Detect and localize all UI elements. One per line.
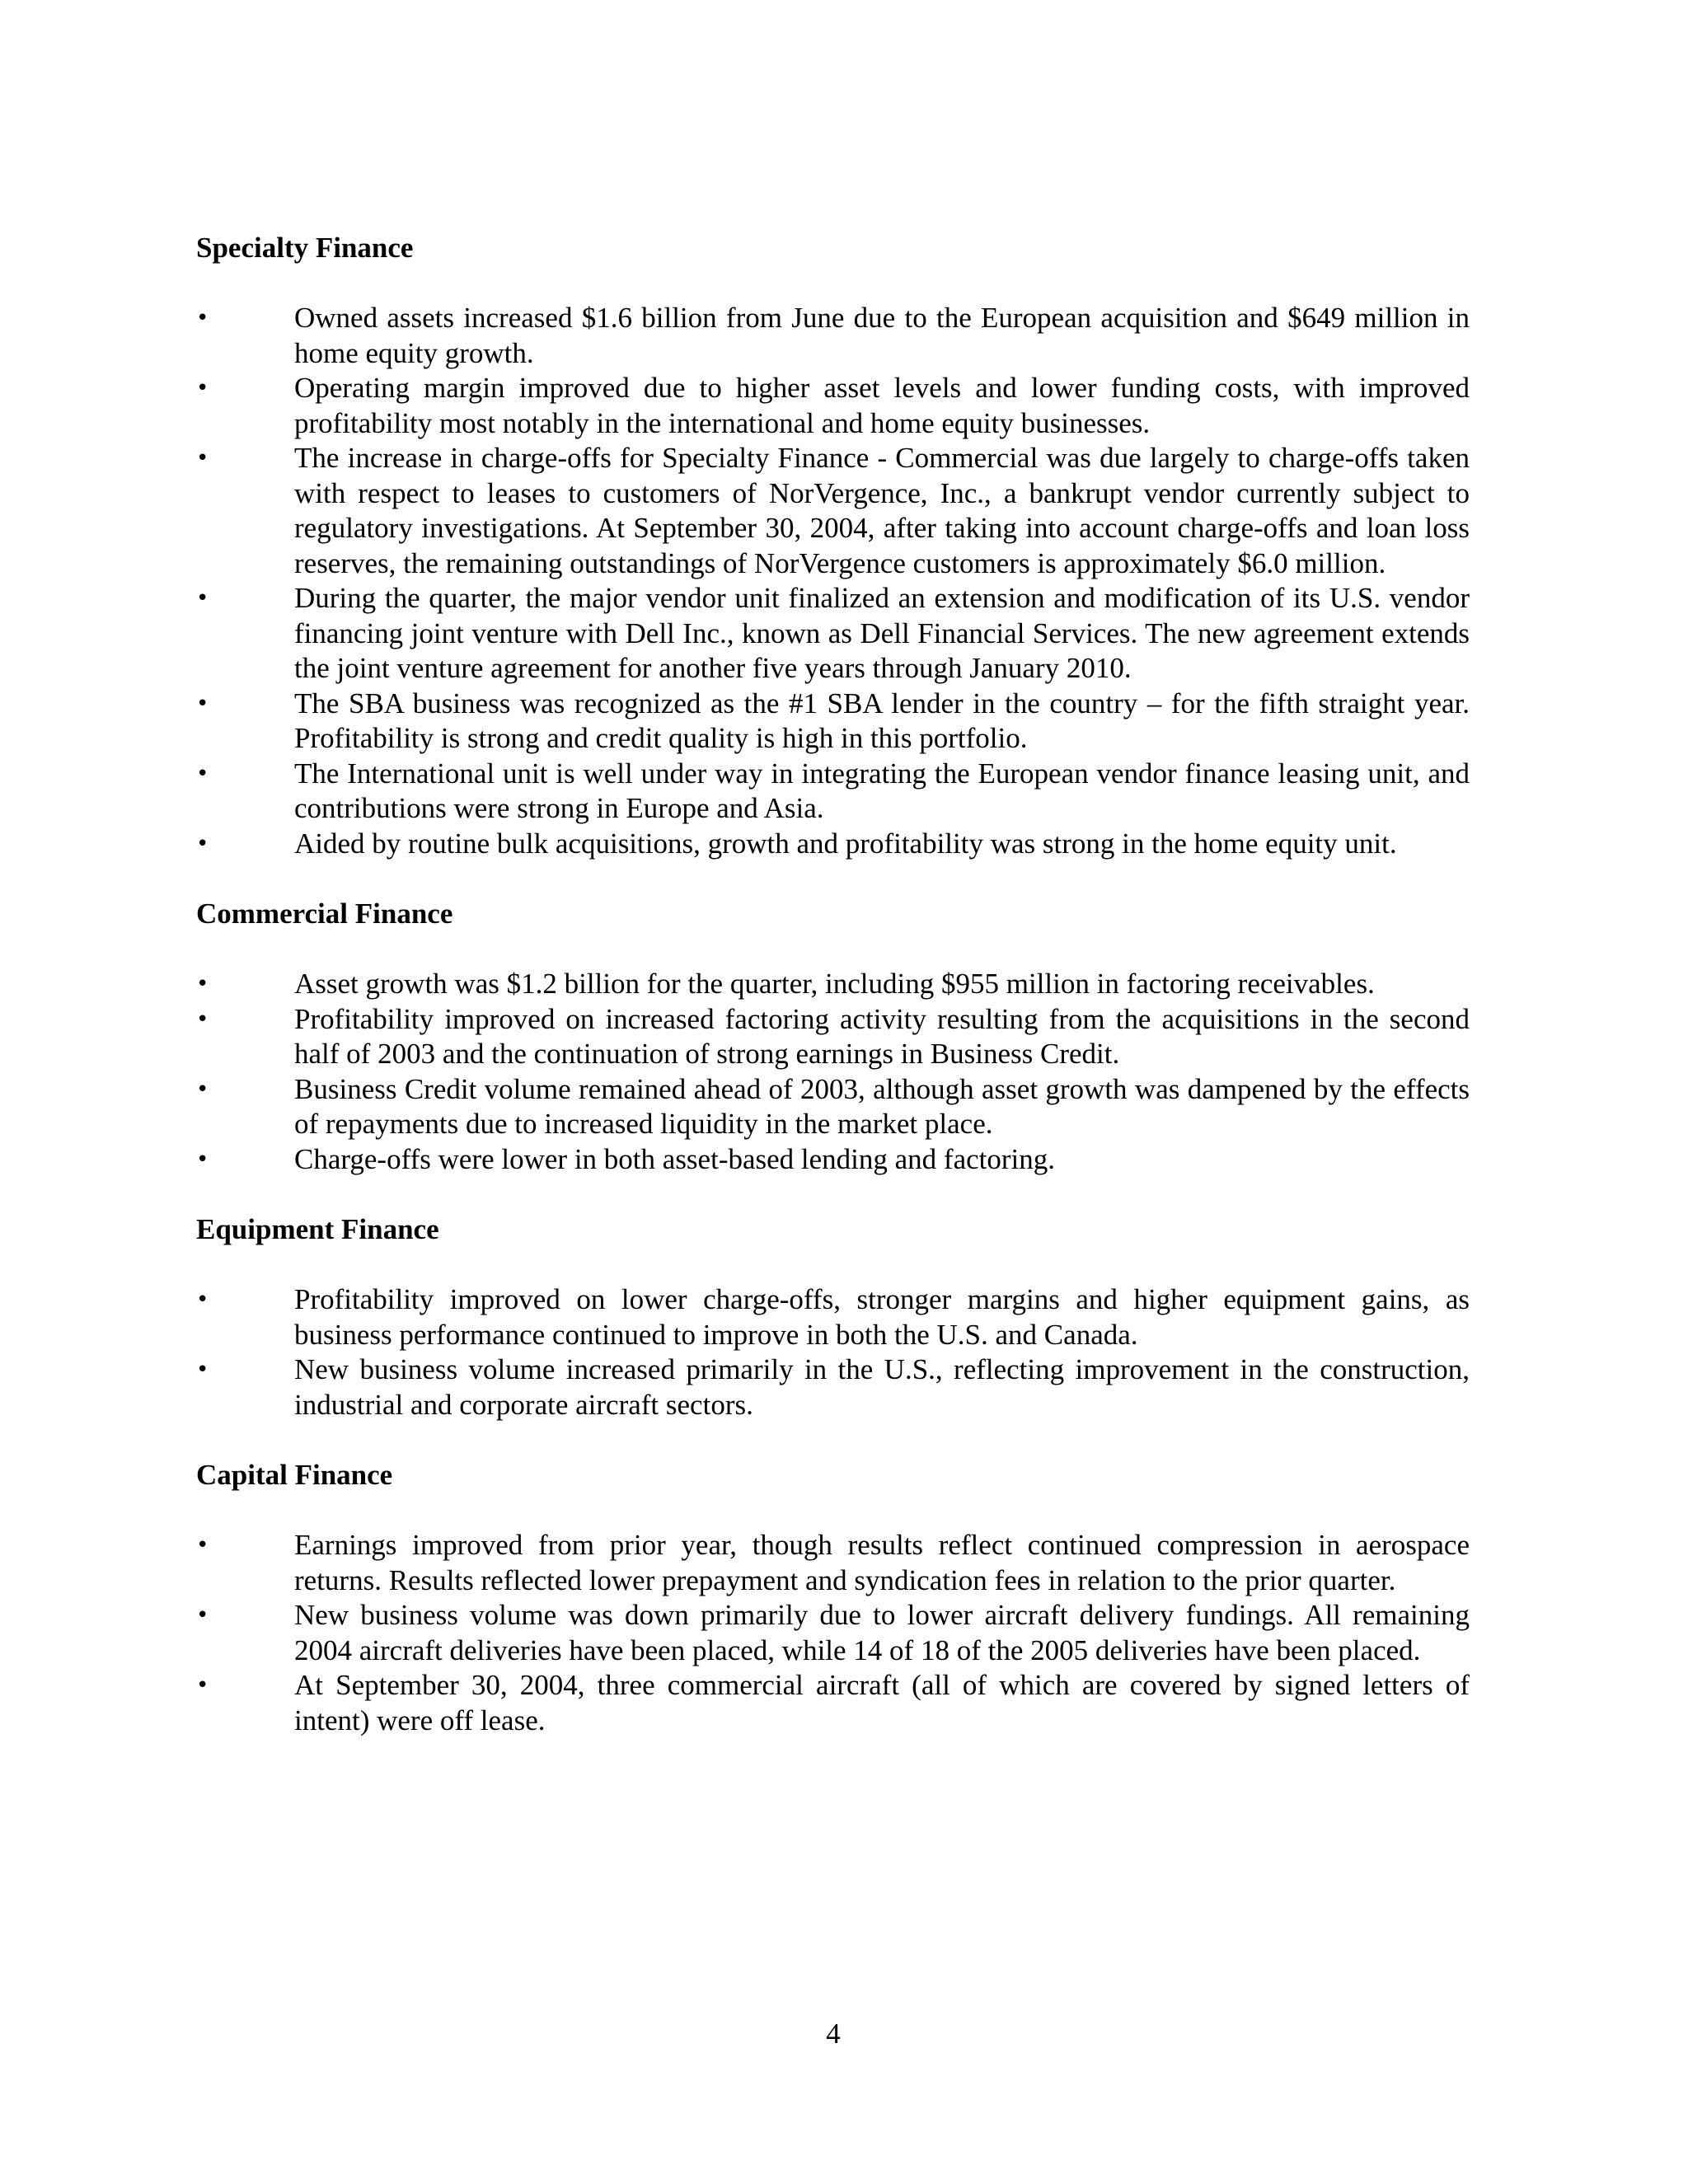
list-item bbox=[196, 301, 1470, 371]
list-item bbox=[196, 967, 1470, 1002]
list-item-text: Business Credit volume remained ahead of 2003, although asset growth was dampened by the effects of repayments due to increased liquidity in the market place. bbox=[294, 1072, 1470, 1140]
bullet-icon: • bbox=[196, 1357, 209, 1382]
bullet-icon: • bbox=[196, 376, 209, 401]
bullet-icon: • bbox=[196, 446, 209, 471]
bullet-icon: • bbox=[196, 586, 209, 611]
page-number: 4 bbox=[826, 2018, 841, 2050]
list-item bbox=[196, 1598, 1470, 1668]
list-item bbox=[196, 1072, 1470, 1142]
section-title: Commercial Finance bbox=[196, 898, 453, 930]
section-commercial-finance bbox=[196, 897, 1470, 1177]
bullet-icon: • bbox=[196, 1146, 209, 1172]
list-item-text: Profitability improved on increased factoring activity resulting from the acquisitions in the second half of 2003 and the continuation of strong earnings in Business Credit. bbox=[294, 1002, 1470, 1070]
list-item bbox=[196, 441, 1470, 581]
list-item bbox=[196, 1528, 1470, 1598]
bullet-list bbox=[196, 967, 1470, 1177]
list-item-text: New business volume increased primarily in the U.S., reflecting improvement in the construction, industrial and corporate aircraft sectors. bbox=[294, 1353, 1470, 1421]
list-item-text: Asset growth was $1.2 billion for the quarter, including $955 million in factoring receivables. bbox=[294, 968, 1375, 1000]
section-equipment-finance bbox=[196, 1212, 1470, 1422]
list-item-text: The SBA business was recognized as the #1 SBA lender in the country – for the fifth straight year. Profitability is strong and credit quality is high in this portfolio. bbox=[294, 687, 1470, 754]
list-item-text: Operating margin improved due to higher asset levels and lower funding costs, with improved profitability most notably in the international and home equity businesses. bbox=[294, 372, 1470, 439]
section-title: Equipment Finance bbox=[196, 1213, 439, 1245]
list-item bbox=[196, 1002, 1470, 1072]
bullet-list bbox=[196, 301, 1470, 861]
list-item-text: Owned assets increased $1.6 billion from June due to the European acquisition and $649 million in home equity growth. bbox=[294, 302, 1470, 369]
bullet-icon: • bbox=[196, 1076, 209, 1102]
document-content bbox=[196, 231, 1470, 1774]
list-item-text: Charge-offs were lower in both asset-based lending and factoring. bbox=[294, 1142, 1056, 1175]
list-item bbox=[196, 581, 1470, 687]
bullet-icon: • bbox=[196, 306, 209, 330]
bullet-icon: • bbox=[196, 831, 209, 856]
bullet-icon: • bbox=[196, 761, 209, 786]
list-item bbox=[196, 1352, 1470, 1422]
bullet-icon: • bbox=[196, 1006, 209, 1032]
bullet-icon: • bbox=[196, 1603, 209, 1628]
section-title: Specialty Finance bbox=[196, 232, 414, 264]
list-item-text: Aided by routine bulk acquisitions, growth and profitability was strong in the home equity unit. bbox=[294, 827, 1397, 860]
section-specialty-finance bbox=[196, 231, 1470, 861]
list-item-text: At September 30, 2004, three commercial aircraft (all of which are covered by signed letters of intent) were off lease. bbox=[294, 1669, 1470, 1736]
bullet-icon: • bbox=[196, 972, 209, 996]
section-title: Capital Finance bbox=[196, 1459, 393, 1491]
list-item-text: Profitability improved on lower charge-offs, stronger margins and higher equipment gains, as business performance continued to improve in both the U.S. and Canada. bbox=[294, 1283, 1470, 1351]
list-item-text: The International unit is well under way in integrating the European vendor finance leasing unit, and contributions were strong in Europe and Asia. bbox=[294, 757, 1470, 824]
list-item-text: The increase in charge-offs for Specialty Finance - Commercial was due largely to charge-offs taken with respect to leases to customers of NorVergence, Inc., a bankrupt vendor currently subject to regulatory investigations. At September 30, 2004, after taking into account charge-offs and loan loss reserves, the remaining outstandings of NorVergence customers is approximately $6.0 million. bbox=[294, 442, 1470, 579]
bullet-list bbox=[196, 1528, 1470, 1738]
bullet-icon: • bbox=[196, 1287, 209, 1312]
list-item bbox=[196, 1142, 1470, 1178]
section-capital-finance bbox=[196, 1458, 1470, 1738]
bullet-icon: • bbox=[196, 1533, 209, 1558]
bullet-icon: • bbox=[196, 691, 209, 716]
bullet-list bbox=[196, 1282, 1470, 1422]
list-item-text: During the quarter, the major vendor unit finalized an extension and modification of its U.S. vendor financing joint venture with Dell Inc., known as Dell Financial Services. The new agreement extends the joint venture agreement for another five years through January 2010. bbox=[294, 582, 1470, 684]
list-item-text: New business volume was down primarily due to lower aircraft delivery fundings. All remaining 2004 aircraft deliveries have been placed, while 14 of 18 of the 2005 deliveries have been placed. bbox=[294, 1599, 1470, 1666]
list-item bbox=[196, 687, 1470, 757]
list-item bbox=[196, 757, 1470, 827]
bullet-icon: • bbox=[196, 1673, 209, 1698]
list-item bbox=[196, 1282, 1470, 1352]
list-item bbox=[196, 371, 1470, 441]
list-item bbox=[196, 827, 1470, 862]
list-item-text: Earnings improved from prior year, though results reflect continued compression in aerospace returns. Results reflected lower prepayment and syndication fees in relation to the prior quarter. bbox=[294, 1529, 1470, 1596]
list-item bbox=[196, 1668, 1470, 1738]
